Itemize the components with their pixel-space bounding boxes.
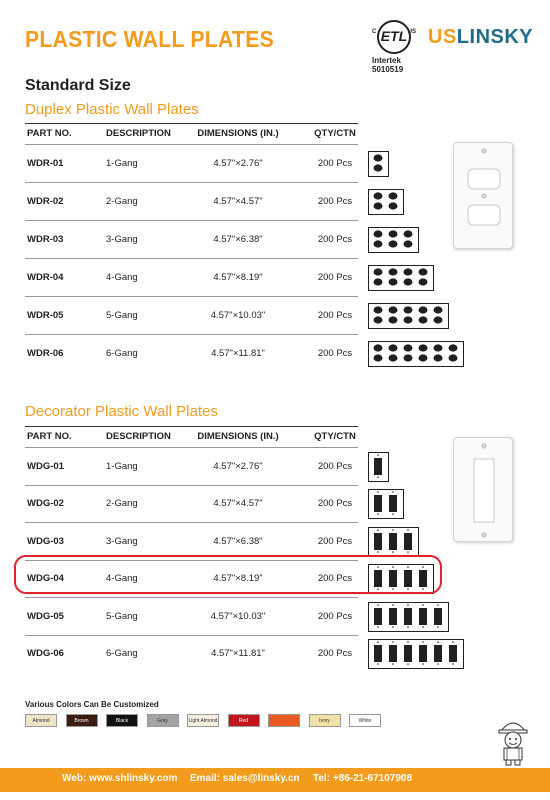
table-row [25, 258, 358, 296]
decorator-thumbnail-1-gang [368, 452, 389, 482]
etl-certification [372, 20, 422, 74]
qty-cell: 200 Pcs [317, 272, 353, 283]
qty-cell: 200 Pcs [317, 535, 353, 547]
footer-tel: Tel: +86-21-67107908 [313, 773, 413, 784]
qty-cell: 200 Pcs [317, 460, 353, 472]
footer-web: Web: www.shlinsky.com [62, 773, 178, 784]
decorator-thumbnail-5-gang [368, 602, 449, 632]
part-no-cell: WDR-01 [27, 158, 64, 169]
duplex-thumbnail-5-gang [368, 303, 449, 329]
cert-lab: Intertek [372, 56, 401, 65]
color-swatch: White [349, 714, 381, 727]
decorator-section-title: Decorator Plastic Wall Plates [25, 403, 218, 420]
description-cell: 3-Gang [106, 234, 138, 245]
dimensions-cell: 4.57"×8.19" [213, 272, 263, 283]
qty-cell: 200 Pcs [317, 573, 353, 585]
cert-number: 5010519 [372, 65, 404, 74]
table-row [25, 485, 358, 523]
footer-email: Email: sales@linsky.cn [190, 773, 300, 784]
dimensions-cell: 4.57"×2.76" [213, 158, 263, 169]
brand-part-1: US [428, 26, 457, 48]
duplex-thumbnail-4-gang [368, 265, 434, 291]
cert-us-label: US [407, 29, 416, 35]
part-no-cell: WDR-02 [27, 196, 64, 207]
col-part-no: PART NO. [27, 431, 72, 442]
dimensions-cell: 4.57"×4.57" [213, 498, 263, 510]
description-cell: 4-Gang [106, 272, 138, 283]
dimensions-cell: 4.57"×4.57" [213, 196, 263, 207]
description-cell: 2-Gang [106, 498, 138, 510]
qty-cell: 200 Pcs [317, 196, 353, 207]
duplex-thumbnail-3-gang [368, 227, 419, 253]
qty-cell: 200 Pcs [317, 234, 353, 245]
duplex-plate-photo [453, 142, 513, 249]
qty-cell: 200 Pcs [317, 610, 353, 622]
qty-cell: 200 Pcs [317, 310, 353, 321]
decorator-table-header [25, 426, 358, 446]
table-row [25, 144, 358, 182]
dimensions-cell: 4.57"×10.03" [210, 310, 266, 321]
color-swatch: Almond [25, 714, 57, 727]
brand-part-2: LINSKY [456, 26, 534, 48]
color-swatch: Brown [66, 714, 98, 727]
description-cell: 5-Gang [106, 310, 138, 321]
dimensions-cell: 4.57"×6.38" [213, 535, 263, 547]
part-no-cell: WDG-01 [27, 460, 64, 472]
part-no-cell: WDG-03 [27, 535, 64, 547]
dimensions-cell: 4.57"×10.03" [210, 610, 266, 622]
color-swatch [268, 714, 300, 727]
mascot-icon [493, 715, 533, 767]
decorator-thumbnail-6-gang [368, 639, 464, 669]
footer-bar [0, 768, 550, 792]
col-dimensions: DIMENSIONS (IN.) [197, 431, 279, 442]
qty-cell: 200 Pcs [317, 348, 353, 359]
description-cell: 1-Gang [106, 460, 138, 472]
dimensions-cell: 4.57"×11.81" [211, 648, 265, 660]
part-no-cell: WDR-06 [27, 348, 64, 359]
colors-title: Various Colors Can Be Customized [25, 700, 159, 709]
part-no-cell: WDG-06 [27, 648, 64, 660]
col-part-no: PART NO. [27, 128, 72, 139]
color-swatch: Black [106, 714, 138, 727]
color-swatch: Gray [147, 714, 179, 727]
table-row [25, 447, 358, 485]
description-cell: 6-Gang [106, 348, 138, 359]
description-cell: 4-Gang [106, 573, 138, 585]
duplex-thumbnail-1-gang [368, 151, 389, 177]
col-qty: QTY/CTN [314, 128, 356, 139]
cert-c-label: C [372, 29, 377, 35]
part-no-cell: WDG-05 [27, 610, 64, 622]
etl-logo-icon [372, 20, 416, 56]
dimensions-cell: 4.57"×11.81" [211, 348, 265, 359]
standard-size-heading: Standard Size [25, 77, 131, 94]
decorator-plate-photo [453, 437, 513, 542]
part-no-cell: WDR-05 [27, 310, 64, 321]
part-no-cell: WDG-02 [27, 498, 64, 510]
duplex-thumbnail-6-gang [368, 341, 464, 367]
part-no-cell: WDR-04 [27, 272, 64, 283]
color-swatch: Light Almond [187, 714, 219, 727]
dimensions-cell: 4.57"×6.38" [213, 234, 263, 245]
col-dimensions: DIMENSIONS (IN.) [197, 128, 279, 139]
qty-cell: 200 Pcs [317, 498, 353, 510]
duplex-thumbnail-2-gang [368, 189, 404, 215]
part-no-cell: WDR-03 [27, 234, 64, 245]
qty-cell: 200 Pcs [317, 648, 353, 660]
decorator-thumbnail-2-gang [368, 489, 404, 519]
highlight-wdg-04 [14, 555, 442, 594]
page-title: PLASTIC WALL PLATES [25, 26, 274, 52]
dimensions-cell: 4.57"×2.76" [213, 460, 263, 472]
duplex-table-header [25, 123, 358, 143]
table-row [25, 635, 358, 673]
table-row [25, 522, 358, 560]
color-swatch: Red [228, 714, 260, 727]
description-cell: 1-Gang [106, 158, 138, 169]
col-qty: QTY/CTN [314, 431, 356, 442]
dimensions-cell: 4.57"×8.19" [213, 573, 263, 585]
description-cell: 3-Gang [106, 535, 138, 547]
table-row [25, 597, 358, 635]
part-no-cell: WDG-04 [27, 573, 64, 585]
brand-logo [428, 26, 533, 49]
description-cell: 5-Gang [106, 610, 138, 622]
description-cell: 6-Gang [106, 648, 138, 660]
qty-cell: 200 Pcs [317, 158, 353, 169]
col-description: DESCRIPTION [106, 431, 171, 442]
table-row [25, 220, 358, 258]
decorator-thumbnail-3-gang [368, 527, 419, 557]
cert-mark: ETL [380, 28, 408, 44]
description-cell: 2-Gang [106, 196, 138, 207]
table-row [25, 334, 358, 372]
col-description: DESCRIPTION [106, 128, 171, 139]
table-row [25, 296, 358, 334]
table-row [25, 182, 358, 220]
color-swatch: Ivory [309, 714, 341, 727]
duplex-section-title: Duplex Plastic Wall Plates [25, 101, 199, 118]
